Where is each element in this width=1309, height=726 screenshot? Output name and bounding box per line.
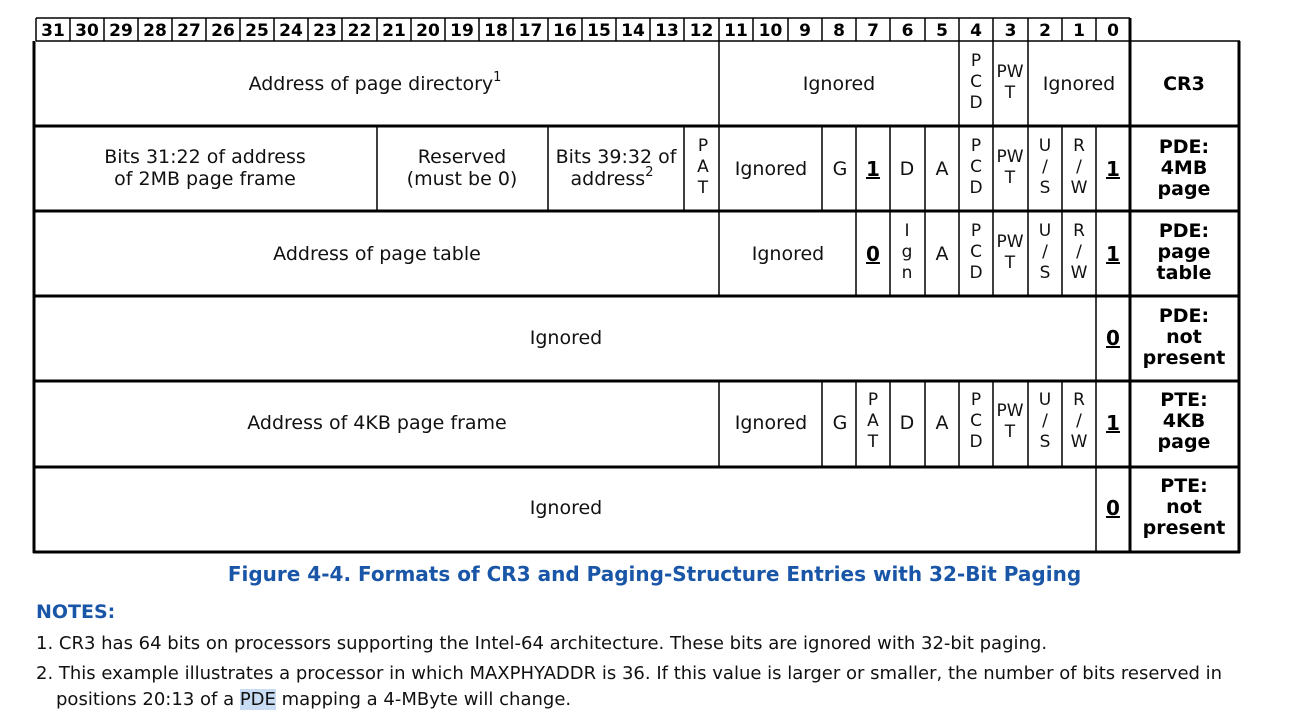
cr3-ignored-mid: Ignored: [802, 73, 876, 95]
pde4mb-ignored: Ignored: [734, 158, 808, 180]
note-2-highlight: PDE: [239, 689, 276, 710]
pdetable-ign: I g n: [901, 221, 913, 283]
bit-number-25: 25: [245, 21, 269, 41]
pde4mb-pcd: P C D: [969, 136, 983, 198]
bit-number-21: 21: [382, 21, 406, 41]
cr3-pcd: P C D: [969, 51, 983, 113]
bit-number-0: 0: [1107, 21, 1119, 41]
pte4kb-present: 1: [1106, 411, 1120, 435]
bit-number-22: 22: [347, 21, 372, 41]
pdetable-present: 1: [1106, 242, 1120, 266]
pte4kb-a: A: [935, 412, 949, 434]
ptenp-present: 0: [1106, 496, 1120, 520]
pdenp-present: 0: [1106, 326, 1120, 350]
bit-number-5: 5: [936, 21, 948, 41]
pde4mb-g: G: [832, 158, 848, 180]
pte4kb-ignored: Ignored: [734, 412, 808, 434]
bit-number-14: 14: [621, 21, 645, 41]
pde4mb-present: 1: [1106, 157, 1120, 181]
bit-number-27: 27: [177, 21, 201, 41]
row-pde-table: [273, 211, 1211, 296]
table-frame: [33, 18, 1240, 553]
bit-number-15: 15: [587, 21, 611, 41]
pte4kb-pat: P A T: [867, 390, 879, 452]
ptenp-ignored: Ignored: [529, 497, 603, 519]
bit-number-16: 16: [553, 21, 577, 41]
bit-number-28: 28: [143, 21, 167, 41]
bit-number-19: 19: [450, 21, 474, 41]
bit-number-1: 1: [1073, 21, 1085, 41]
pte4kb-us: U / S: [1038, 390, 1052, 452]
pdetable-a: A: [935, 243, 949, 265]
bit-number-17: 17: [518, 21, 543, 41]
row-label-cr3: CR3: [1163, 73, 1205, 95]
bit-number-12: 12: [689, 21, 714, 41]
bit-number-2: 2: [1039, 21, 1051, 41]
bit-number-9: 9: [799, 21, 811, 41]
bit-number-31: 31: [41, 21, 65, 41]
cr3-ignored-low: Ignored: [1042, 73, 1116, 95]
pdetable-ps: 0: [866, 242, 880, 266]
note-2-tail: mapping a 4-MByte will change.: [275, 689, 572, 710]
pde4mb-rw: R / W: [1070, 136, 1088, 198]
row-label-pde-4mb: PDE: 4MB page: [1157, 136, 1211, 200]
row-pde-not-present: [530, 296, 1226, 381]
pte4kb-rw: R / W: [1070, 390, 1088, 452]
pde4mb-bits39-label: Bits 39:32 of address$^2$: [555, 146, 677, 190]
bit-number-18: 18: [484, 21, 508, 41]
row-pde-4mb: [104, 126, 1210, 211]
note-2: [36, 661, 1256, 713]
row-pte-4kb: [247, 381, 1210, 467]
bit-number-3: 3: [1004, 21, 1017, 41]
row-label-pte-4kb: PTE: 4KB page: [1157, 389, 1211, 453]
pde4mb-reserved-label: Reserved (must be 0): [406, 146, 518, 190]
cr3-address-label: Address of page directory$^1$: [248, 70, 502, 95]
pdetable-rw: R / W: [1070, 221, 1088, 283]
row-label-pde-not-present: PDE: not present: [1142, 305, 1226, 369]
bit-number-7: 7: [867, 21, 879, 41]
bit-number-30: 30: [75, 21, 99, 41]
bit-number-header: [36, 18, 1240, 41]
bit-number-4: 4: [970, 21, 982, 41]
bit-number-6: 6: [901, 21, 914, 41]
cr3-pwt: PW T: [996, 62, 1024, 103]
pte4kb-address-label: Address of 4KB page frame: [247, 412, 507, 434]
pdetable-pwt: PW T: [996, 232, 1024, 273]
pde4mb-us: U / S: [1038, 136, 1052, 198]
pde4mb-address-label: Bits 31:22 of address of 2MB page frame: [104, 146, 306, 190]
bit-number-10: 10: [758, 21, 783, 41]
pdetable-pcd: P C D: [969, 221, 983, 283]
bit-number-13: 13: [655, 21, 679, 41]
pde4mb-pwt: PW T: [996, 147, 1024, 188]
bit-number-24: 24: [279, 21, 303, 41]
pte4kb-d: D: [899, 412, 915, 434]
bit-number-11: 11: [724, 21, 748, 41]
row-cr3: [249, 41, 1205, 126]
bit-number-26: 26: [211, 21, 235, 41]
row-label-pde-table: PDE: page table: [1156, 220, 1212, 284]
pde4mb-d: D: [899, 158, 915, 180]
pdetable-address-label: Address of page table: [273, 243, 481, 265]
pdetable-us: U / S: [1038, 221, 1052, 283]
row-pte-not-present: [530, 467, 1226, 552]
bit-number-20: 20: [416, 21, 440, 41]
pdenp-ignored: Ignored: [529, 327, 603, 349]
bit-number-23: 23: [313, 21, 337, 41]
note-2-text: 2. This example illustrates a processor in which MAXPHYADDR is 36. If this value is larger or smaller, the number of bits reserved in positions 20:13 of a: [36, 663, 1223, 710]
pde4mb-a: A: [935, 158, 949, 180]
figure-caption: Figure 4-4. Formats of CR3 and Paging-Structure Entries with 32-Bit Paging: [227, 562, 1082, 586]
note-1: 1. CR3 has 64 bits on processors supporting the Intel-64 architecture. These bits are ignored with 32-bit paging.: [36, 633, 1048, 654]
pte4kb-pcd: P C D: [969, 390, 983, 452]
bit-number-8: 8: [833, 21, 845, 41]
pdetable-ignored: Ignored: [751, 243, 825, 265]
row-label-pte-not-present: PTE: not present: [1142, 475, 1226, 539]
pde4mb-pat: P A T: [697, 136, 709, 198]
pte4kb-g: G: [832, 412, 848, 434]
pte4kb-pwt: PW T: [996, 401, 1024, 442]
pde4mb-ps: 1: [866, 157, 880, 181]
bit-number-29: 29: [109, 21, 133, 41]
notes-heading: NOTES:: [36, 601, 116, 623]
